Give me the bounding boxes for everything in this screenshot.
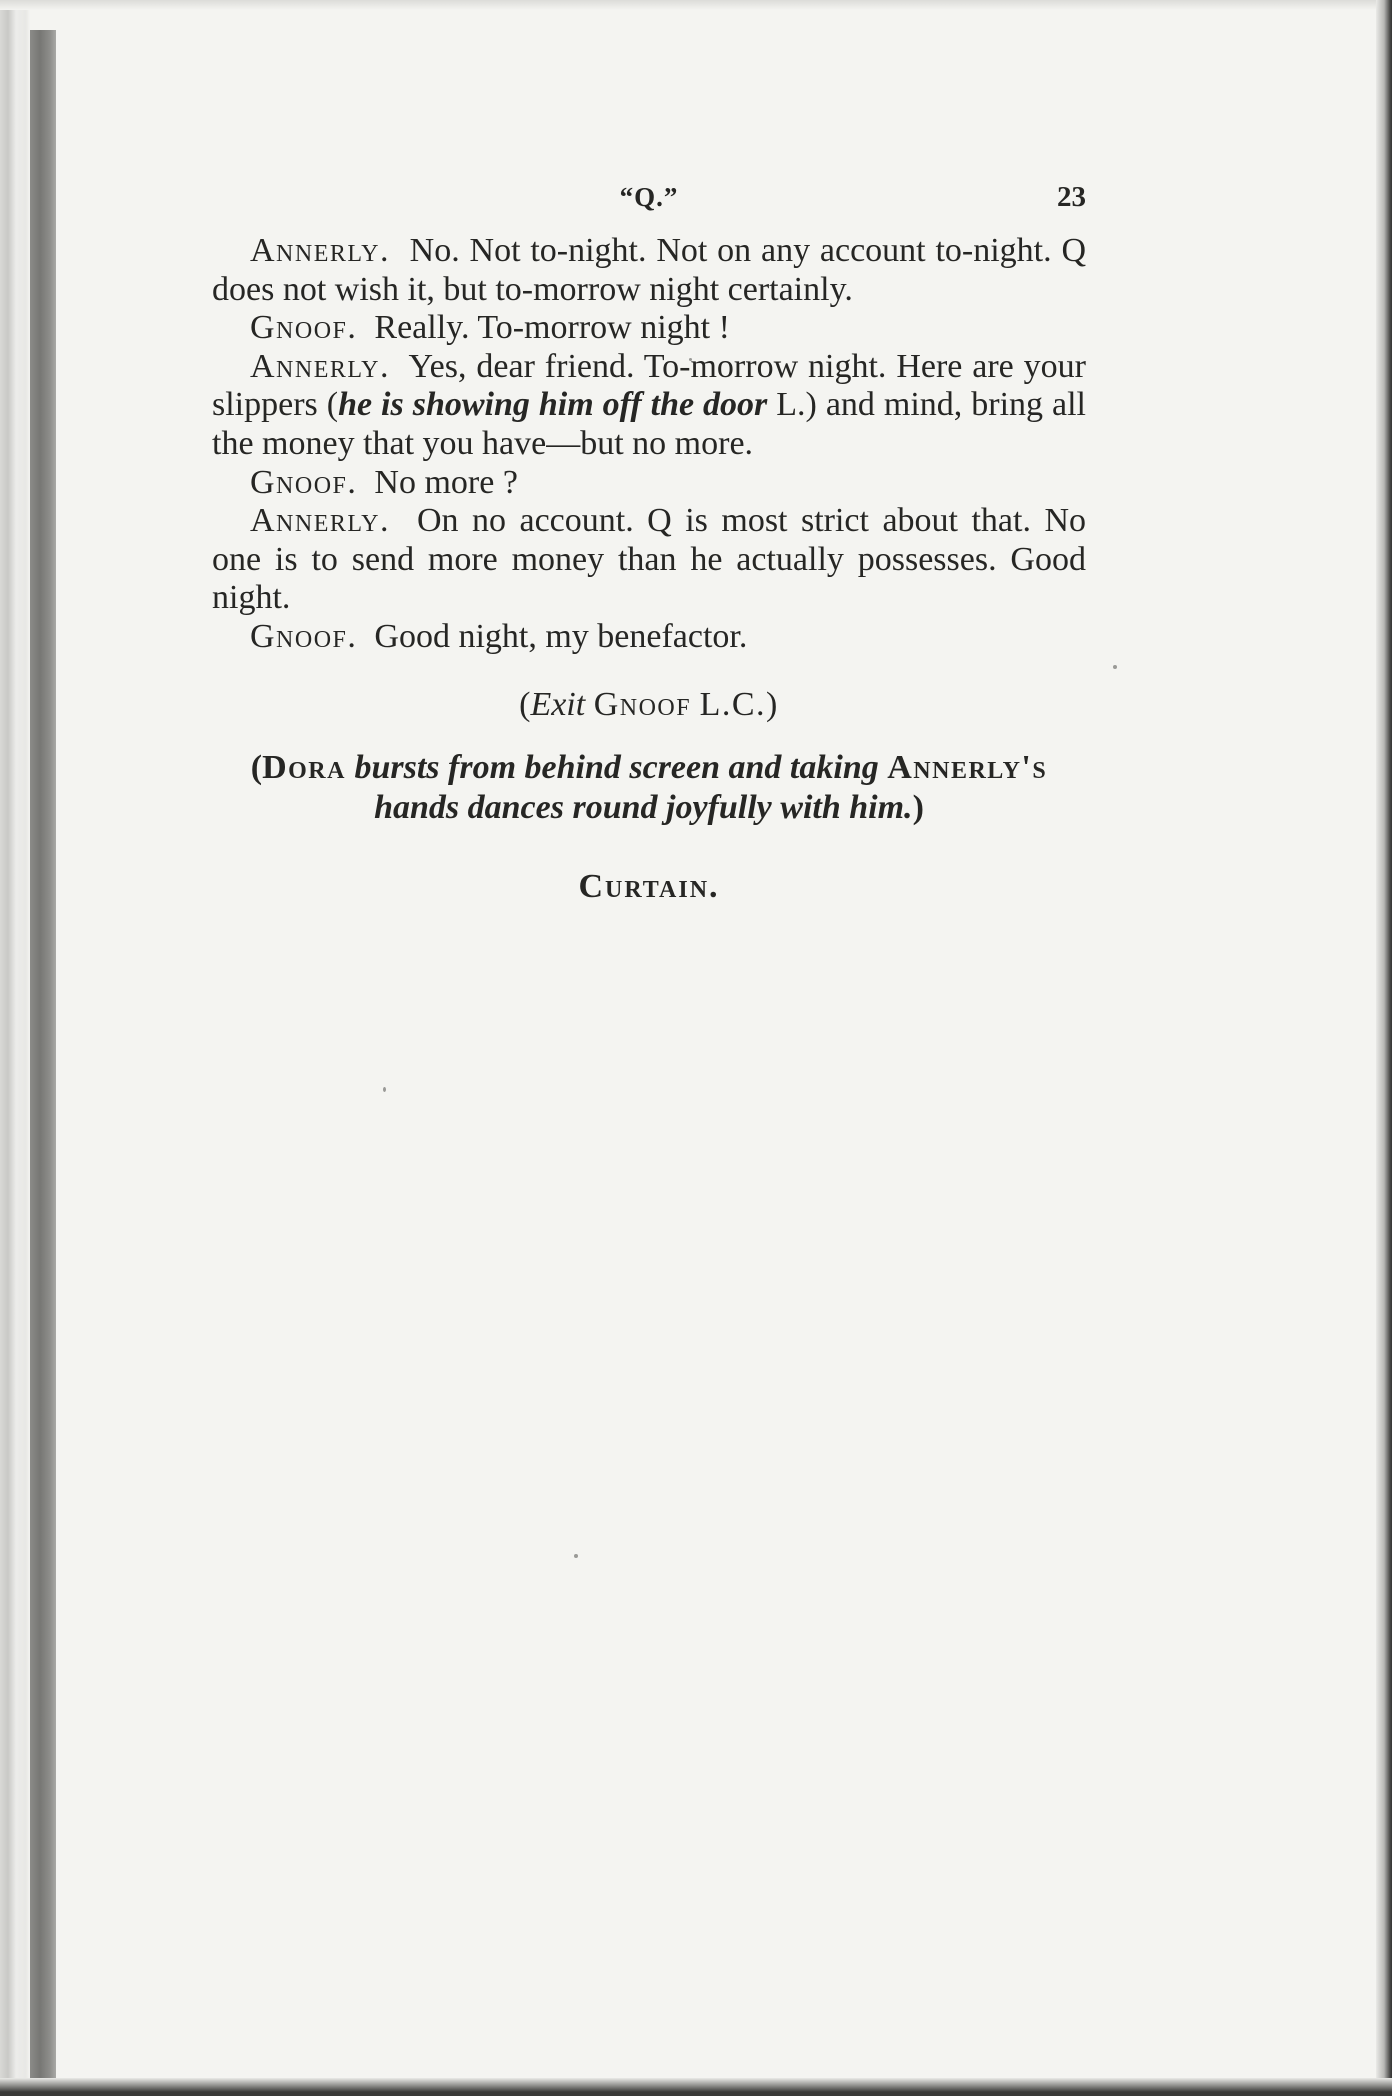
speech-text: On no account. Q is most strict about that. No one is to send more money than he actually possesses. Good night.	[212, 502, 1086, 617]
paper-speck	[1113, 665, 1117, 669]
stage-direction-inline: he is showing him off the door	[338, 386, 768, 424]
speech-annerly-2	[212, 348, 1086, 464]
speaker-name: Annerly.	[250, 502, 390, 540]
speaker-name: Gnoof.	[250, 309, 358, 347]
top-shadow	[0, 0, 1392, 10]
speech-text: No. Not to-night. Not on any account to-night. Q does not wish it, but to-morrow night certainly.	[212, 232, 1086, 308]
speech-text: No more ?	[374, 463, 518, 501]
speaker-name: Gnoof.	[250, 617, 358, 655]
speech-text: L.) and mind, bring all the money that you have—but no more.	[212, 386, 1086, 462]
binding-edge	[0, 0, 30, 2096]
character-name: Annerly's	[887, 749, 1048, 787]
stage-text: bursts from behind screen and taking	[354, 749, 879, 787]
stage-direction-dora	[212, 748, 1086, 828]
page-number: 23	[1057, 181, 1086, 213]
speech-gnoof-1	[212, 309, 1086, 348]
speaker-name: Annerly.	[250, 232, 390, 269]
stage-verb: Exit	[530, 685, 586, 723]
right-page-edge	[1376, 0, 1392, 2096]
character-name: Gnoof	[593, 685, 692, 723]
paren: )	[912, 789, 924, 827]
speech-gnoof-2	[212, 464, 1086, 503]
running-title: “Q.”	[619, 182, 679, 212]
speech-annerly-1	[212, 232, 1086, 309]
bottom-page-edge	[0, 2078, 1392, 2096]
speaker-name: Annerly.	[250, 347, 390, 385]
page-body	[212, 176, 1086, 941]
speech-annerly-3	[212, 502, 1086, 618]
speaker-name: Gnoof.	[250, 463, 358, 501]
speech-text: Really. To-morrow night !	[374, 309, 730, 347]
stage-position: L.C.)	[699, 685, 779, 723]
speech-text: Good night, my benefactor.	[374, 617, 748, 655]
running-header	[212, 176, 1086, 216]
stage-direction-exit	[212, 686, 1086, 725]
paper-speck	[574, 1554, 578, 1558]
paren: (	[250, 749, 263, 787]
paren: (	[519, 685, 531, 723]
stage-text: hands dances round joyfully with him.	[374, 789, 913, 827]
character-name: Dora	[262, 749, 346, 787]
speech-gnoof-3	[212, 618, 1086, 657]
gutter-shadow	[30, 30, 56, 2080]
speech-text: Yes, dear friend. To-morrow night. Here are your slippers (	[212, 347, 1086, 424]
curtain-heading: Curtain.	[578, 868, 720, 906]
paper-speck	[383, 1087, 386, 1092]
